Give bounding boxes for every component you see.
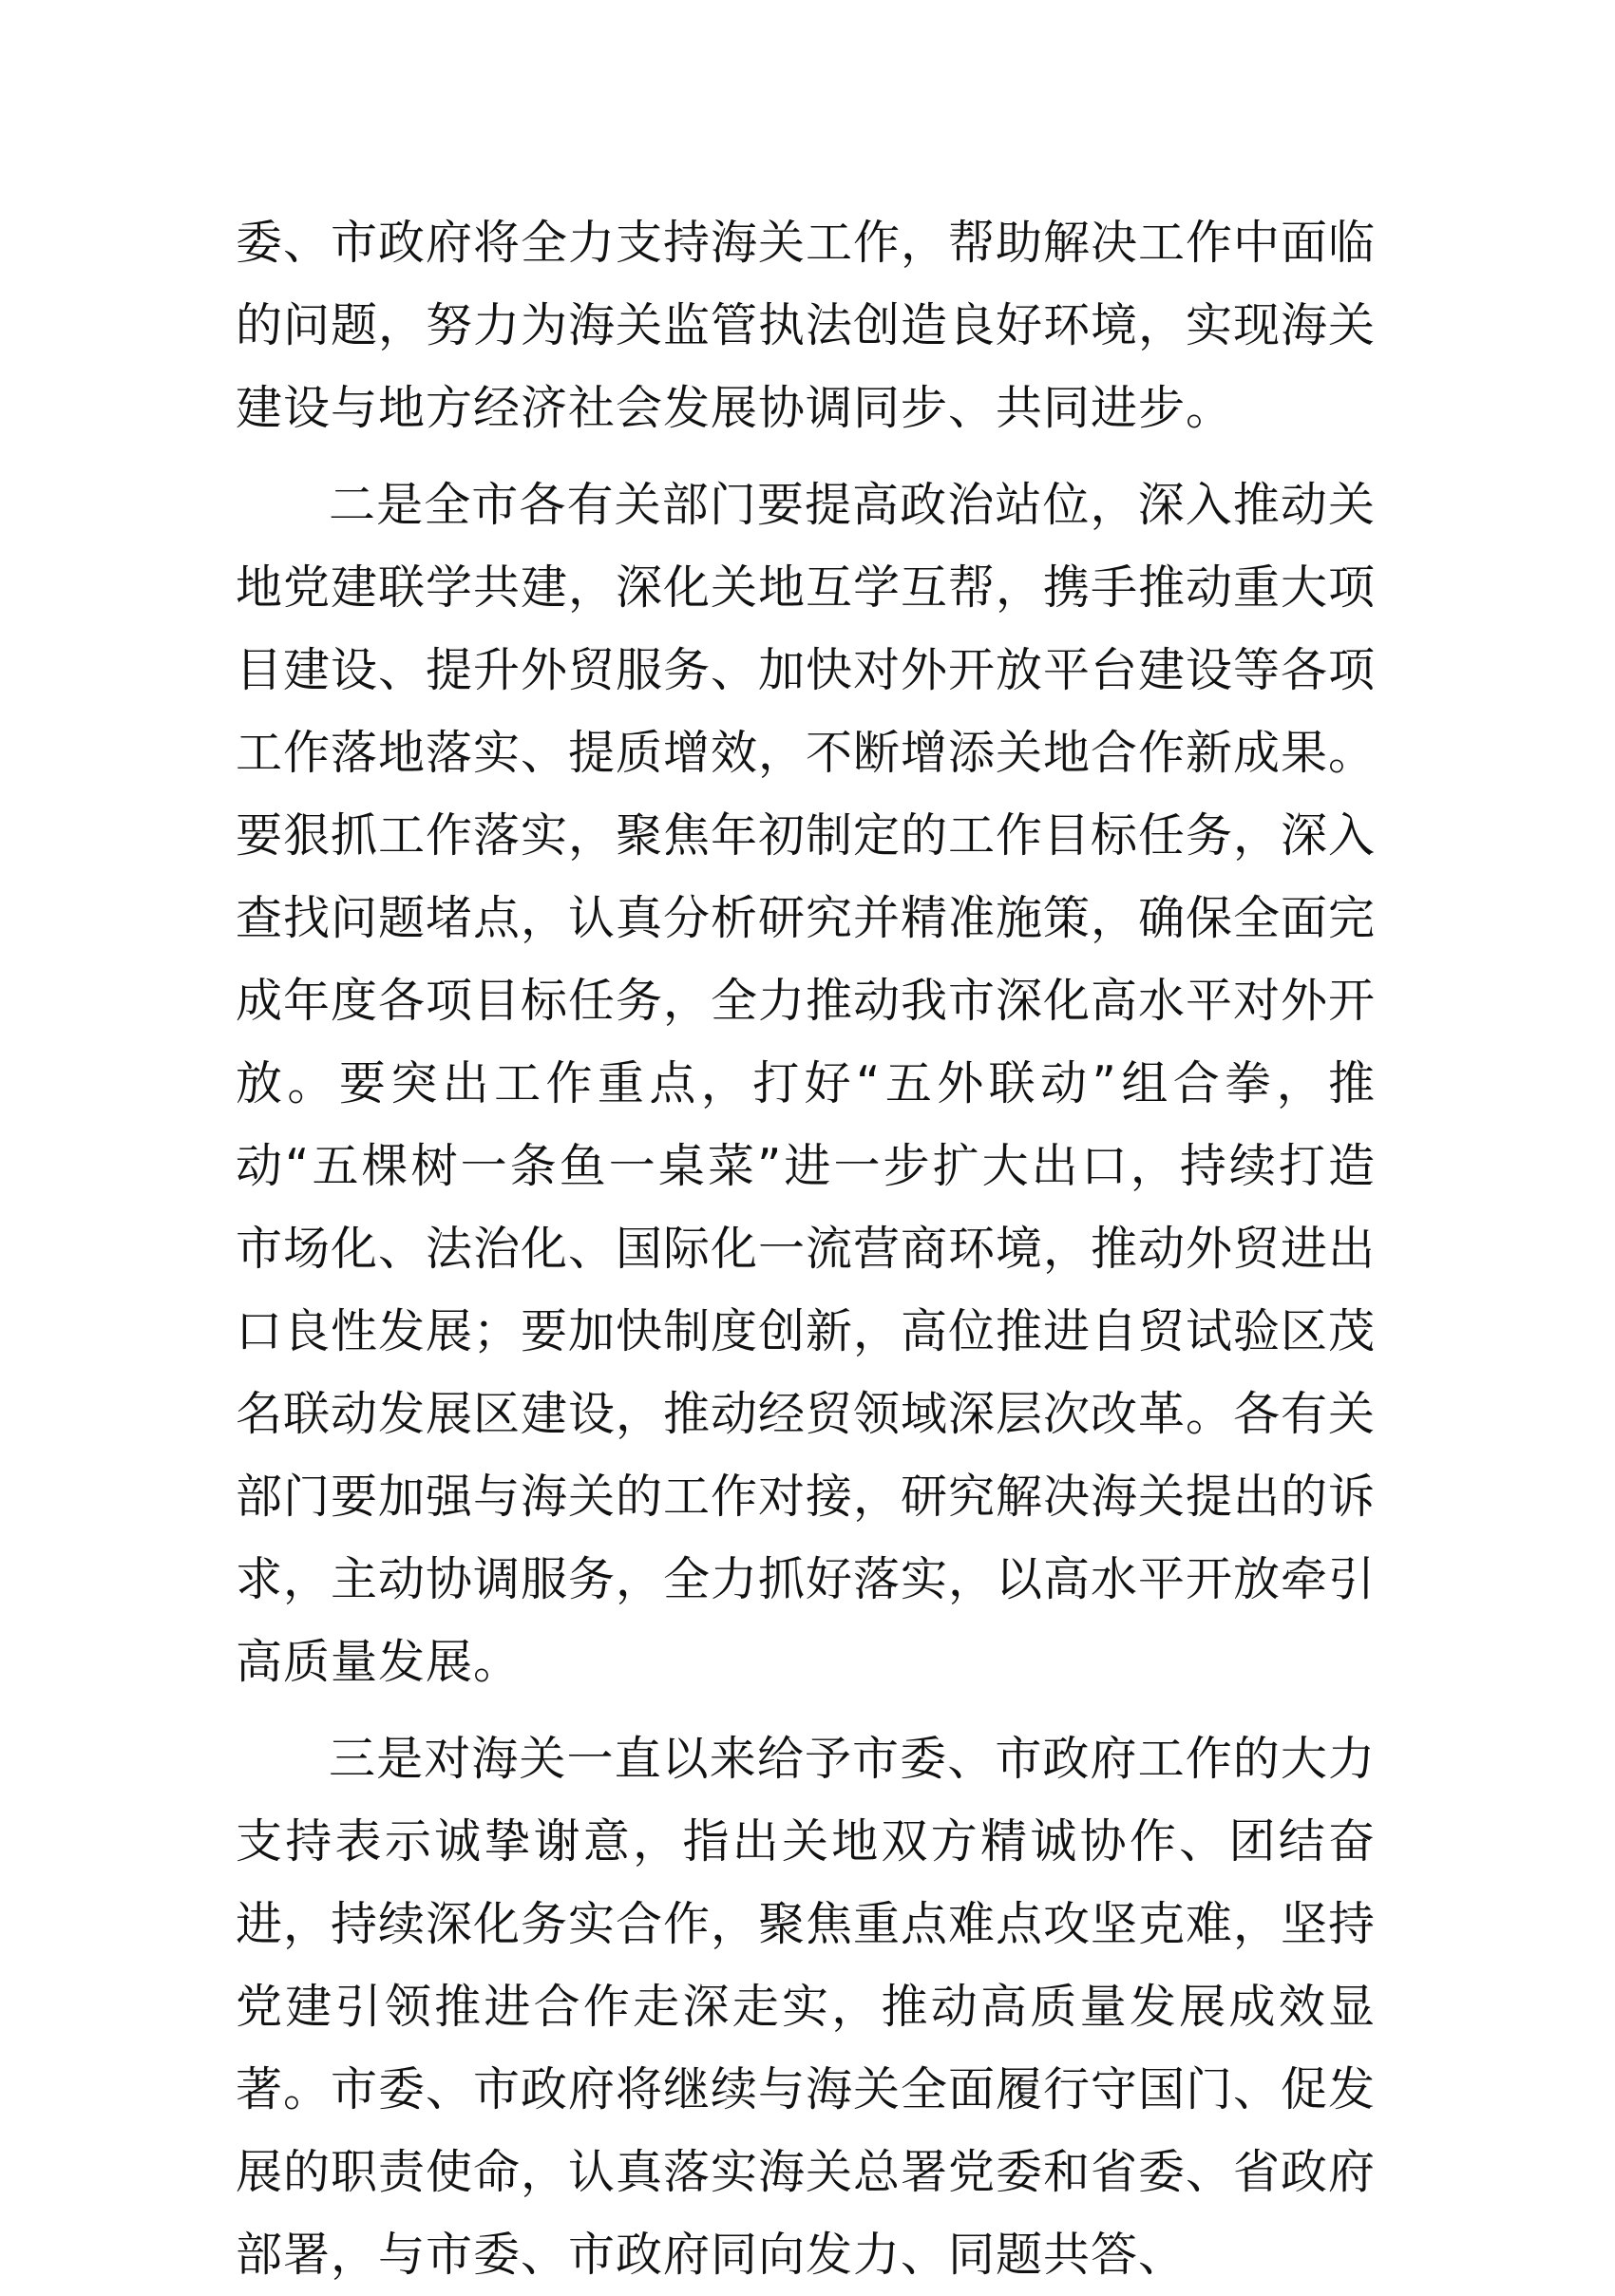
paragraph-3: 三是对海关一直以来给予市委、市政府工作的大力支持表示诚挚谢意，指出关地双方精诚协作、团结奋进，持续深化务实合作，聚焦重点难点攻坚克难，坚持党建引领推进合作走深走实，推动高质量发展成效显著。市委、市政府将继续与海关全面履行守国门、促发展的职责使命，认真落实海关总署党委和省委、省政府部署，与市委、市政府同向发力、同题共答、 — [236, 1732, 1377, 2282]
document-body — [236, 201, 1376, 2296]
paragraph-1: 委、市政府将全力支持海关工作，帮助解决工作中面临的问题，努力为海关监管执法创造良好环境，实现海关建设与地方经济社会发展协调同步、共同进步。 — [236, 216, 1377, 435]
paragraph-2: 二是全市各有关部门要提高政治站位，深入推动关地党建联学共建，深化关地互学互帮，携手推动重大项目建设、提升外贸服务、加快对外开放平台建设等各项工作落地落实、提质增效，不断增添关地合作新成果。要狠抓工作落实，聚焦年初制定的工作目标任务，深入查找问题堵点，认真分析研究并精准施策，确保全面完成年度各项目标任务，全力推动我市深化高水平对外开放。要突出工作重点，打好“五外联动”组合拳，推动“五棵树一条鱼一桌菜”进一步扩大出口，持续打造市场化、法治化、国际化一流营商环境，推动外贸进出口良性发展；要加快制度创新，高位推进自贸试验区茂名联动发展区建设，推动经贸领域深层次改革。各有关部门要加强与海关的工作对接，研究解决海关提出的诉求，主动协调服务，全力抓好落实，以高水平开放牵引高质量发展。 — [236, 478, 1377, 1689]
